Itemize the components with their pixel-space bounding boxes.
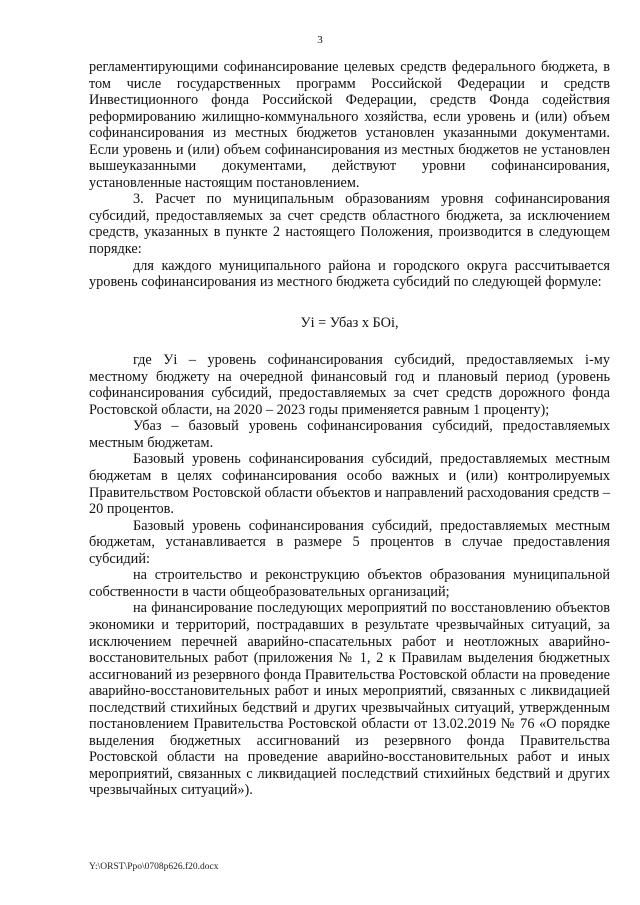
paragraph-formula-definition: где Уi – уровень софинансирования субсидий, предоставляемых i-му местному бюджету на очередной финансовый год и плановый период (уровень софинансирования субсидий, предоставляемых за счет средств дорожного фонда Ростовской области, на 2020 – 2023 годы применяется равным 1 проценту); <box>89 352 610 418</box>
paragraph-base-level-20: Базовый уровень софинансирования субсидий, предоставляемых местным бюджетам в целях софинансирования особо важных и (или) контролируемых Правительством Ростовской области объектов и направлений расходования средств – 20 процентов. <box>89 451 610 518</box>
paragraph-item-3: 3. Расчет по муниципальным образованиям уровня софинансирования субсидий, предоставляемых за счет средств областного бюджета, за исключением средств, указанных в пункте 2 настоящего Положения, производится в следующем порядке: <box>89 191 610 258</box>
page-number: 3 <box>317 34 323 46</box>
paragraph-education-construction: на строительство и реконструкцию объектов образования муниципальной собственности в части общеобразовательных организаций; <box>89 567 610 600</box>
formula: Уi = Убаз х БОi, <box>300 314 399 331</box>
paragraph-formula-intro: для каждого муниципального района и городского округа рассчитывается уровень софинансирования из местного бюджета субсидий по следующей формуле: <box>89 257 610 291</box>
document-body <box>89 59 610 799</box>
paragraph-continuation: регламентирующими софинансирование целевых средств федерального бюджета, в том числе государственных программ Российской Федерации и средств Инвестиционного фонда Российской Федерации, средств Фонда содействия реформированию жилищно-коммунального хозяйства, если уровень и (или) объем софинансирования из местных бюджетов установлен указанными документами. Если уровень и (или) объем софинансирования из местных бюджетов не установлен вышеуказанными документами, действуют уровни софинансирования, установленные настоящим постановлением. <box>89 59 610 191</box>
paragraph-emergency-recovery: на финансирование последующих мероприятий по восстановлению объектов экономики и территорий, пострадавших в результате чрезвычайных ситуаций, за исключением перечней аварийно-спасательных работ и неотложных аварийно-восстановительных работ (приложения № 1, 2 к Правилам выделения бюджетных ассигнований из резервного фонда Правительства Ростовской области на проведение аварийно-восстановительных работ и иных мероприятий, связанных с ликвидацией последствий стихийных бедствий и других чрезвычайных ситуаций, утвержденным постановлением Правительства Ростовской области от 13.02.2019 № 76 «О порядке выделения бюджетных ассигнований из резервного фонда Правительства Ростовской области на проведение аварийно-восстановительных работ и иных мероприятий, связанных с ликвидацией последствий стихийных бедствий и других чрезвычайных ситуаций»). <box>89 600 610 799</box>
paragraph-base-level-definition: Убаз – базовый уровень софинансирования субсидий, предоставляемых местным бюджетам. <box>89 418 610 451</box>
paragraph-base-level-5: Базовый уровень софинансирования субсидий, предоставляемых местным бюджетам, устанавливается в размере 5 процентов в случае предоставления субсидий: <box>89 517 610 567</box>
footer-file-path: Y:\ORST\Ppo\0708p626.f20.docx <box>89 862 219 872</box>
